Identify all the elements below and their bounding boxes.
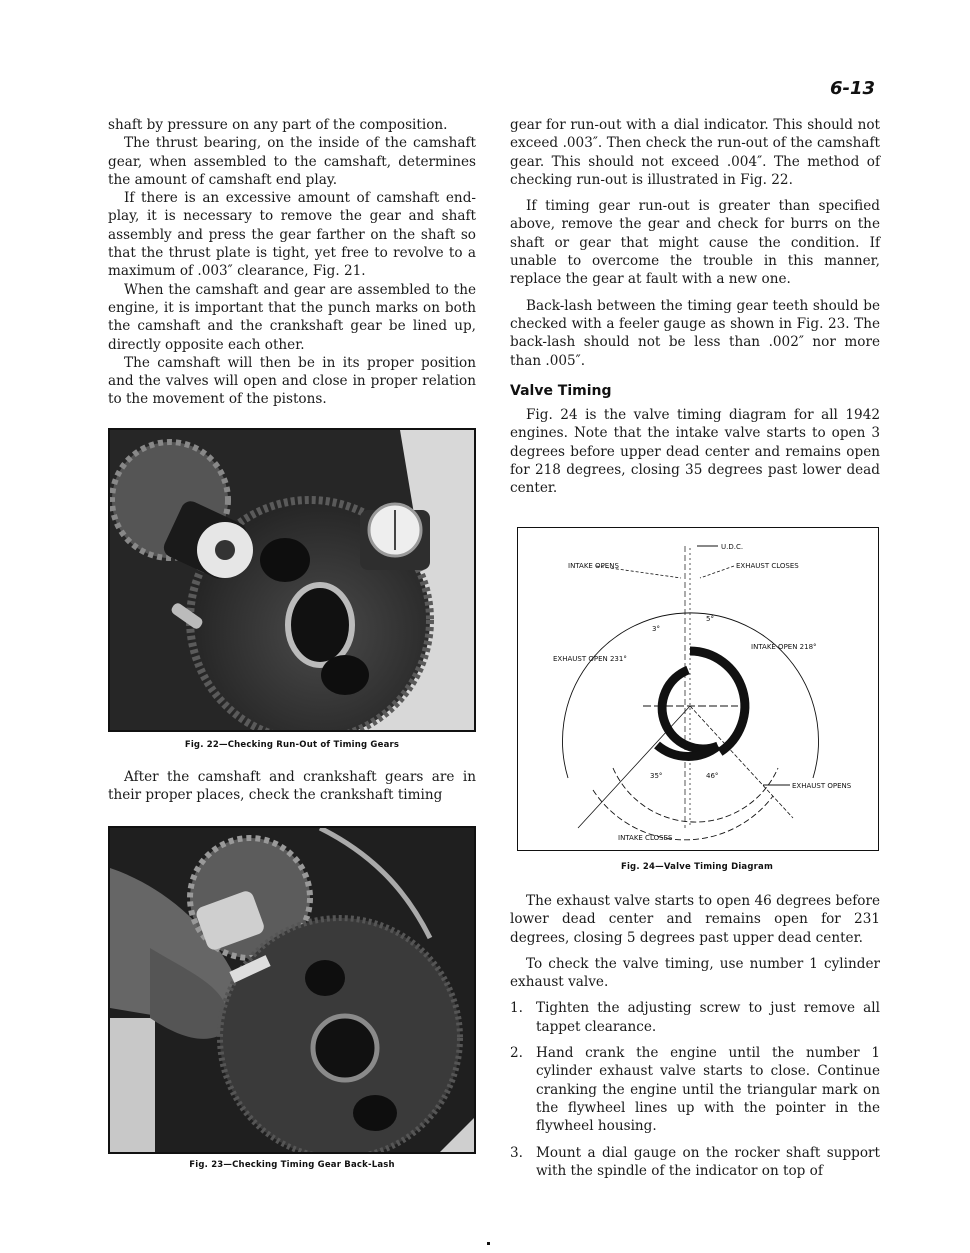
paragraph: The camshaft will then be in its proper position and the valves will open and close in proper relation to the movement of the pistons. <box>108 354 476 408</box>
step-number: 1. <box>510 1000 523 1017</box>
intake-opens-label: INTAKE OPENS <box>568 562 619 570</box>
page-mark <box>487 1242 490 1245</box>
paragraph: Back-lash between the timing gear teeth should be checked with a feeler gauge as shown in Fig. 23. The back-lash should not be less than .002″ nor more than .005″. <box>510 297 880 369</box>
exhaust-closes-label: EXHAUST CLOSES <box>736 562 799 570</box>
paragraph: Fig. 24 is the valve timing diagram for all 1942 engines. Note that the intake valve starts to open 3 degrees before upper dead center and remains open for 218 degrees, closing 35 degrees past lower dead center. <box>510 407 880 497</box>
exhaust-opens-label: EXHAUST OPENS <box>792 782 852 790</box>
figure-24-caption: Fig. 24—Valve Timing Diagram <box>620 862 774 872</box>
paragraph: The thrust bearing, on the inside of the camshaft gear, when assembled to the camshaft, determines the amount of camshaft end play. <box>108 135 476 188</box>
after-figure-text <box>108 768 476 805</box>
forty-six-degree-label: 46° <box>706 772 719 780</box>
gear-photo-illustration <box>110 430 474 730</box>
udc-label: U.D.C. <box>721 543 744 551</box>
paragraph: The exhaust valve starts to open 46 degrees before lower dead center and remains open for 231 degrees, closing 5 degrees past upper dead center. <box>510 893 880 946</box>
page-number: 6-13 <box>830 78 876 99</box>
left-column <box>108 116 476 409</box>
step-item <box>510 1044 880 1135</box>
step-item <box>510 1144 880 1181</box>
exhaust-open-231-label: EXHAUST OPEN 231° <box>553 655 627 663</box>
paragraph: gear for run-out with a dial indicator. This should not exceed .003″. Then check the run-out of the camshaft gear. This should not exceed .004″. The method of checking run-out is illustrated in Fig. 22. <box>510 117 880 188</box>
paragraph: If there is an excessive amount of camshaft end-play, it is necessary to remove the gear and shaft assembly and press the gear farther on the shaft so that the thrust plate is tight, yet free to revolve to a maximum of .003″ clearance, Fig. 21. <box>108 190 476 280</box>
figure-23-caption: Fig. 23—Checking Timing Gear Back-Lash <box>189 1160 395 1170</box>
right-column <box>510 116 880 506</box>
valve-timing-diagram-svg <box>518 528 878 850</box>
step-text: Mount a dial gauge on the rocker shaft support with the spindle of the indicator on top of <box>536 1144 880 1179</box>
paragraph: shaft by pressure on any part of the composition. <box>108 117 448 133</box>
intake-closes-label: INTAKE CLOSES <box>618 834 673 842</box>
valve-timing-diagram <box>517 527 879 851</box>
step-number: 2. <box>510 1045 523 1062</box>
procedure-steps <box>510 999 880 1180</box>
three-degree-label: 3° <box>652 625 660 633</box>
figure-23-photo <box>108 826 476 1154</box>
step-text: Hand crank the engine until the number 1 cylinder exhaust valve starts to close. Continue cranking the engine until the triangular mark on the flywheel lines up with the pointer in the flywheel housing. <box>536 1045 880 1135</box>
figure-22-caption: Fig. 22—Checking Run-Out of Timing Gears <box>184 740 400 750</box>
step-text: Tighten the adjusting screw to just remove all tappet clearance. <box>536 1000 880 1035</box>
paragraph: If timing gear run-out is greater than specified above, remove the gear and check for burrs on the shaft or gear that might cause the condition. If unable to overcome the trouble in this manner, replace the gear at fault with a new one. <box>510 198 880 288</box>
section-heading: Valve Timing <box>510 382 612 399</box>
intake-open-218-label: INTAKE OPEN 218° <box>751 643 817 651</box>
step-item <box>510 999 880 1036</box>
step-number: 3. <box>510 1144 523 1161</box>
paragraph: When the camshaft and gear are assembled to the engine, it is important that the punch marks on both the camshaft and the crankshaft gear be lined up, directly opposite each other. <box>108 281 476 353</box>
paragraph: To check the valve timing, use number 1 cylinder exhaust valve. <box>510 955 880 991</box>
thirty-five-degree-label: 35° <box>650 772 663 780</box>
figure-22-photo <box>108 428 476 732</box>
right-column-continued <box>510 892 880 1188</box>
five-degree-label: 5° <box>706 615 714 623</box>
paragraph: After the camshaft and crankshaft gears are in their proper places, check the crankshaft timing <box>108 769 476 804</box>
backlash-photo-illustration <box>110 828 474 1152</box>
